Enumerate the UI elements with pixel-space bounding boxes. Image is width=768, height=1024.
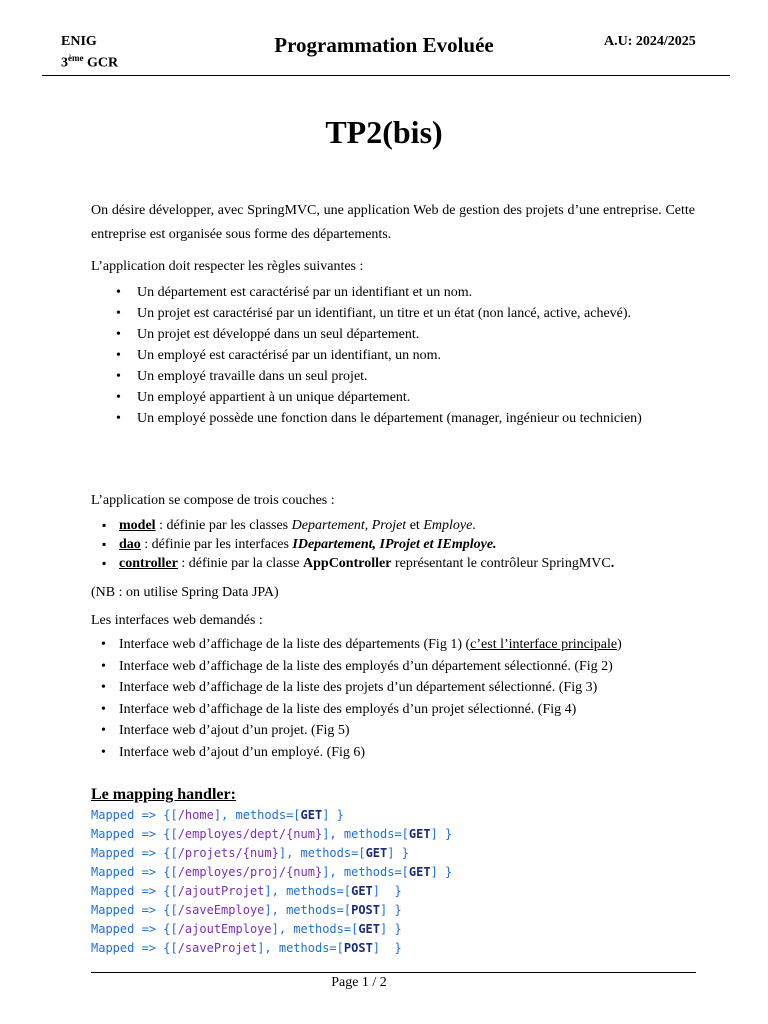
list-item: • Un employé travaille dans un seul projet. (91, 366, 695, 387)
list-item: • Un employé est caractérisé par un identifiant, un nom. (91, 345, 695, 366)
layer-controller: ▪ controller : définie par la classe AppController représentant le contrôleur SpringMVC. (91, 554, 695, 573)
code-line: Mapped => {[/saveProjet], methods=[POST] } (91, 941, 402, 955)
list-item: • Un projet est caractérisé par un identifiant, un titre et un état (non lancé, active, achevé). (91, 303, 695, 324)
layer-name: model (119, 518, 156, 533)
web-interfaces-list (91, 634, 711, 763)
class-num: 3 (61, 55, 68, 71)
code-line: Mapped => {[/ajoutProjet], methods=[GET] } (91, 884, 402, 898)
list-item: • Un département est caractérisé par un identifiant et un nom. (91, 282, 695, 303)
layer-model: ▪ model : définie par les classes Departement, Projet et Employe. (91, 516, 695, 535)
code-line: Mapped => {[/ajoutEmploye], methods=[GET] } (91, 922, 402, 936)
layer-name: dao (119, 537, 141, 552)
code-line: Mapped => {[/saveEmploye], methods=[POST] } (91, 903, 402, 917)
code-line: Mapped => {[/employes/proj/{num}], methods=[GET] } (91, 865, 453, 879)
list-item: • Interface web d’ajout d’un projet. (Fig 5) (91, 720, 711, 742)
nb-note: (NB : on utilise Spring Data JPA) (91, 585, 279, 600)
layer-name: controller (119, 556, 178, 571)
class-sup: ème (68, 53, 84, 63)
class-label: GCR (87, 55, 119, 71)
rules-heading: L’application doit respecter les règles suivantes : (91, 259, 364, 274)
list-item: • Interface web d’affichage de la liste des départements (Fig 1) (c’est l’interface principale) (91, 634, 711, 656)
main-interface-note: c’est l’interface principale (470, 637, 618, 652)
mapping-heading: Le mapping handler: (91, 786, 236, 803)
code-line: Mapped => {[/home], methods=[GET] } (91, 808, 344, 822)
layer-dao: ▪ dao : définie par les interfaces IDepartement, IProjet et IEmploye. (91, 535, 695, 554)
footer-divider (91, 972, 696, 973)
course-title: Programmation Evoluée (274, 33, 494, 57)
list-item: • Interface web d’affichage de la liste des employés d’un département sélectionné. (Fig 2) (91, 656, 711, 678)
mapping-code-block (91, 806, 452, 958)
document-title: TP2(bis) (325, 114, 443, 150)
list-item: • Interface web d’ajout d’un employé. (Fig 6) (91, 742, 711, 764)
page-number: Page 1 / 2 (331, 975, 387, 990)
academic-year: A.U: 2024/2025 (604, 34, 696, 49)
layers-list (91, 516, 695, 573)
list-item: • Un employé appartient à un unique département. (91, 387, 695, 408)
code-line: Mapped => {[/employes/dept/{num}], methods=[GET] } (91, 827, 453, 841)
intro-paragraph: On désire développer, avec SpringMVC, une application Web de gestion des projets d’une entreprise. Cette entreprise est organisée sous forme des départements. (91, 203, 695, 242)
code-line: Mapped => {[/projets/{num}], methods=[GET] } (91, 846, 409, 860)
header-divider (42, 75, 730, 76)
web-heading: Les interfaces web demandés : (91, 613, 263, 628)
list-item: • Interface web d’affichage de la liste des employés d’un projet sélectionné. (Fig 4) (91, 699, 711, 721)
layers-heading: L’application se compose de trois couches : (91, 493, 335, 508)
list-item: • Interface web d’affichage de la liste des projets d’un département sélectionné. (Fig 3) (91, 677, 711, 699)
list-item: • Un employé possède une fonction dans le département (manager, ingénieur ou technicien) (91, 408, 695, 429)
list-item: • Un projet est développé dans un seul département. (91, 324, 695, 345)
school-name: ENIG (61, 34, 97, 49)
rules-list (91, 282, 695, 429)
